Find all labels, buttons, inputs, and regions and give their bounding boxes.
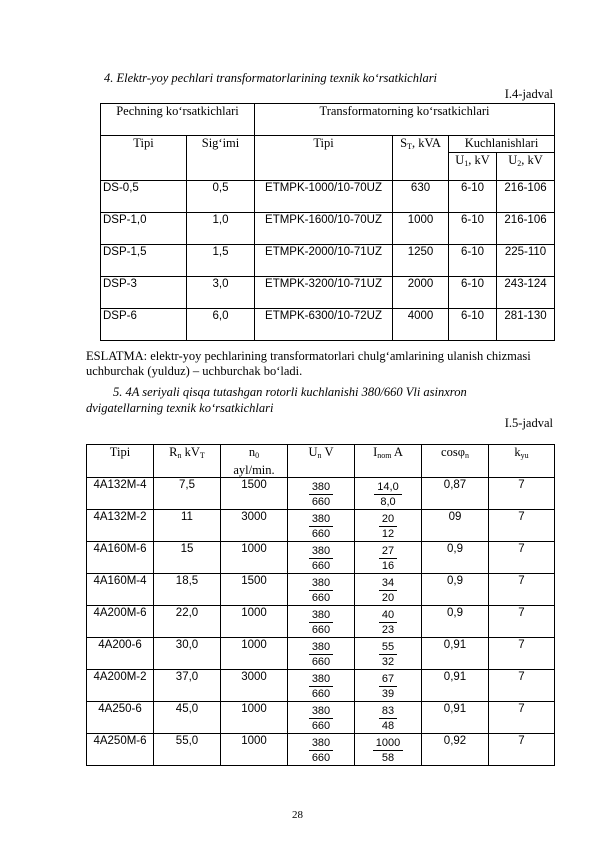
transformer-type: ETMPK-2000/10-71UZ (255, 245, 393, 277)
motor-current-numerator: 27 (379, 544, 397, 559)
motor-voltage-denominator: 660 (311, 624, 331, 636)
motor-current-denominator: 16 (381, 560, 395, 572)
motor-current-denominator: 8,0 (380, 496, 396, 508)
header-cosphi (422, 445, 489, 478)
motor-type: 4A132M-4 (87, 478, 154, 510)
n-symbol: n (248, 445, 256, 459)
motor-voltage-numerator: 380 (309, 544, 333, 559)
motor-cosphi: 0,9 (422, 542, 489, 574)
header-k (489, 445, 555, 478)
motor-speed: 1000 (221, 702, 288, 734)
transformer-power: 1000 (393, 213, 449, 245)
motor-current (355, 542, 422, 574)
motor-power: 45,0 (154, 702, 221, 734)
furnace-capacity: 1,5 (187, 245, 255, 277)
motor-k: 7 (489, 510, 555, 542)
r-unit-subscript: T (199, 451, 205, 460)
motor-current-fraction (379, 576, 397, 605)
u1-symbol: U (455, 153, 465, 167)
u-symbol: U (308, 445, 318, 459)
voltage-u2: 225-110 (497, 245, 555, 277)
k-subscript: yu (520, 451, 529, 460)
motor-current-numerator: 14,0 (374, 480, 401, 495)
u2-subscript: 2 (517, 159, 522, 168)
furnace-capacity: 0,5 (187, 181, 255, 213)
motor-k: 7 (489, 638, 555, 670)
motor-power: 30,0 (154, 638, 221, 670)
s-subscript: T (407, 142, 412, 151)
note: ESLATMA: elektr-yoy pechlarining transformatorlari chulg‘amlarining ulanish chizmasi uchburchak (yulduz) – uchburchak bo‘ladi. (86, 349, 531, 378)
motor-voltage-denominator: 660 (311, 496, 331, 508)
motor-voltage-numerator: 380 (309, 672, 333, 687)
i-subscript: nom (377, 451, 392, 460)
i-unit: A (391, 445, 403, 459)
table-row (87, 478, 555, 510)
table-row (87, 606, 555, 638)
motor-voltage-denominator: 660 (311, 688, 331, 700)
motor-current (355, 478, 422, 510)
motor-voltage-denominator: 660 (311, 560, 331, 572)
motor-voltage (288, 606, 355, 638)
motor-voltage (288, 542, 355, 574)
motor-voltage-numerator: 380 (309, 736, 333, 751)
motor-current (355, 574, 422, 606)
header-tipi: Tipi (87, 445, 154, 478)
furnace-capacity: 1,0 (187, 213, 255, 245)
motor-voltage (288, 702, 355, 734)
table1-title: 4. Elektr-yoy pechlari transformatorlarining texnik ko‘rsatkichlari (104, 71, 438, 85)
table2 (86, 444, 555, 766)
u1-subscript: 1 (464, 159, 469, 168)
voltage-u1: 6-10 (449, 277, 497, 309)
motor-current-numerator: 55 (379, 640, 397, 655)
table-row (101, 181, 555, 213)
motor-voltage-denominator: 660 (311, 592, 331, 604)
motor-current-numerator: 20 (379, 512, 397, 527)
motor-current-denominator: 23 (381, 624, 395, 636)
motor-voltage-fraction (309, 576, 333, 605)
table-row (101, 309, 555, 341)
s-symbol: S (400, 136, 408, 150)
motor-current-denominator: 39 (381, 688, 395, 700)
motor-cosphi: 0,91 (422, 670, 489, 702)
motor-speed: 1000 (221, 606, 288, 638)
motor-voltage-fraction (309, 512, 333, 541)
motor-current-fraction (374, 480, 401, 509)
transformer-power: 2000 (393, 277, 449, 309)
furnace-type: DS-0,5 (101, 181, 187, 213)
r-subscript: n (177, 451, 182, 460)
motor-k: 7 (489, 734, 555, 766)
motor-speed: 1500 (221, 574, 288, 606)
u1-unit: , kV (468, 153, 490, 167)
motor-cosphi: 0,91 (422, 702, 489, 734)
header-rated-power (154, 445, 221, 478)
table-row (87, 574, 555, 606)
i-symbol: I (373, 445, 378, 459)
motor-voltage-denominator: 660 (311, 528, 331, 540)
motor-power: 55,0 (154, 734, 221, 766)
motor-voltage (288, 670, 355, 702)
furnace-type: DSP-6 (101, 309, 187, 341)
voltage-u1: 6-10 (449, 213, 497, 245)
table2-title-line2: dvigatellarning texnik ko‘rsatkichlari (86, 401, 274, 415)
transformer-type: ETMPK-1600/10-70UZ (255, 213, 393, 245)
motor-type: 4A200M-6 (87, 606, 154, 638)
motor-k: 7 (489, 606, 555, 638)
transformer-type: ETMPK-6300/10-72UZ (255, 309, 393, 341)
u-subscript: n (317, 451, 322, 460)
u2-unit: , kV (521, 153, 543, 167)
motor-k: 7 (489, 670, 555, 702)
motor-voltage-fraction (309, 640, 333, 669)
motor-voltage-denominator: 660 (311, 720, 331, 732)
u-unit: V (321, 445, 334, 459)
motor-current-numerator: 83 (379, 704, 397, 719)
table-row (87, 702, 555, 734)
motor-power: 15 (154, 542, 221, 574)
motor-voltage-denominator: 660 (311, 752, 331, 764)
furnace-capacity: 6,0 (187, 309, 255, 341)
motor-voltage-numerator: 380 (309, 704, 333, 719)
motor-current-fraction (379, 544, 397, 573)
header-u2 (497, 153, 555, 181)
motor-current-denominator: 12 (381, 528, 395, 540)
voltage-u2: 243-124 (497, 277, 555, 309)
motor-current (355, 670, 422, 702)
furnace-capacity: 3,0 (187, 277, 255, 309)
motor-voltage-numerator: 380 (309, 512, 333, 527)
voltage-u2: 281-130 (497, 309, 555, 341)
page-number: 28 (292, 809, 303, 821)
table-row (101, 245, 555, 277)
transformer-type: ETMPK-1000/10-70UZ (255, 181, 393, 213)
motor-k: 7 (489, 542, 555, 574)
motor-voltage (288, 574, 355, 606)
motor-current-fraction (379, 512, 397, 541)
motor-current-fraction (379, 640, 397, 669)
motor-cosphi: 0,92 (422, 734, 489, 766)
motor-type: 4A200-6 (87, 638, 154, 670)
table-row (87, 670, 555, 702)
transformer-power: 4000 (393, 309, 449, 341)
motor-current-denominator: 48 (381, 720, 395, 732)
motor-voltage-fraction (309, 672, 333, 701)
header-tr-tipi: Tipi (255, 136, 393, 181)
motor-speed: 3000 (221, 510, 288, 542)
motor-type: 4A200M-2 (87, 670, 154, 702)
motor-cosphi: 0,87 (422, 478, 489, 510)
header-voltage (288, 445, 355, 478)
furnace-type: DSP-1,0 (101, 213, 187, 245)
motor-voltage-numerator: 380 (309, 608, 333, 623)
header-transformer: Transformatorning ko‘rsatkichlari (255, 104, 555, 136)
transformer-power: 1250 (393, 245, 449, 277)
motor-voltage (288, 510, 355, 542)
motor-speed: 1500 (221, 478, 288, 510)
motor-voltage-numerator: 380 (309, 576, 333, 591)
n-unit: ayl/min. (233, 463, 275, 477)
voltage-u1: 6-10 (449, 181, 497, 213)
table-row (87, 510, 555, 542)
motor-current (355, 702, 422, 734)
motor-type: 4A250-6 (87, 702, 154, 734)
motor-type: 4A160M-4 (87, 574, 154, 606)
motor-k: 7 (489, 574, 555, 606)
header-current (355, 445, 422, 478)
motor-power: 18,5 (154, 574, 221, 606)
cos-subscript: n (464, 451, 469, 460)
voltage-u2: 216-106 (497, 213, 555, 245)
motor-speed: 1000 (221, 542, 288, 574)
motor-current (355, 606, 422, 638)
motor-current-fraction (379, 672, 397, 701)
voltage-u1: 6-10 (449, 245, 497, 277)
motor-voltage (288, 638, 355, 670)
motor-current-denominator: 32 (381, 656, 395, 668)
motor-type: 4A160M-6 (87, 542, 154, 574)
motor-voltage-fraction (309, 704, 333, 733)
motor-current-denominator: 20 (381, 592, 395, 604)
table-row (87, 638, 555, 670)
motor-current (355, 638, 422, 670)
furnace-type: DSP-3 (101, 277, 187, 309)
table1-tag: I.4-jadval (504, 87, 553, 101)
motor-cosphi: 0,91 (422, 638, 489, 670)
voltage-u1: 6-10 (449, 309, 497, 341)
table-row (101, 213, 555, 245)
motor-k: 7 (489, 478, 555, 510)
k-symbol: k (514, 445, 521, 459)
motor-voltage-numerator: 380 (309, 480, 333, 495)
motor-voltage-numerator: 380 (309, 640, 333, 655)
header-voltages: Kuchlanishlari (449, 136, 555, 153)
header-pech-tipi: Tipi (101, 136, 187, 181)
motor-speed: 1000 (221, 638, 288, 670)
motor-current-denominator: 58 (381, 752, 395, 764)
motor-current (355, 734, 422, 766)
motor-current-numerator: 40 (379, 608, 397, 623)
motor-voltage-fraction (309, 544, 333, 573)
header-power (393, 136, 449, 181)
header-sigimi: Sig‘imi (187, 136, 255, 181)
motor-cosphi: 09 (422, 510, 489, 542)
header-pech: Pechning ko‘rsatkichlari (101, 104, 255, 136)
table-row (101, 277, 555, 309)
motor-voltage-fraction (309, 736, 333, 765)
header-speed (221, 445, 288, 478)
motor-voltage-fraction (309, 608, 333, 637)
motor-speed: 1000 (221, 734, 288, 766)
table-row (87, 734, 555, 766)
voltage-u2: 216-106 (497, 181, 555, 213)
header-u1 (449, 153, 497, 181)
motor-current-fraction (379, 704, 397, 733)
motor-type: 4A250M-6 (87, 734, 154, 766)
u2-symbol: U (508, 153, 518, 167)
motor-voltage (288, 734, 355, 766)
motor-current-numerator: 67 (379, 672, 397, 687)
table1 (100, 103, 555, 341)
table2-tag: I.5-jadval (504, 416, 553, 430)
cos-symbol: cosφ (441, 445, 465, 459)
motor-current-fraction (379, 608, 397, 637)
motor-power: 22,0 (154, 606, 221, 638)
motor-current-fraction (373, 736, 403, 765)
transformer-type: ETMPK-3200/10-71UZ (255, 277, 393, 309)
motor-current-numerator: 1000 (373, 736, 403, 751)
motor-voltage (288, 478, 355, 510)
motor-power: 11 (154, 510, 221, 542)
motor-current-numerator: 34 (379, 576, 397, 591)
table2-title-line1: 5. 4A seriyali qisqa tutashgan rotorli kuchlanishi 380/660 Vli asinxron (113, 385, 467, 399)
motor-voltage-fraction (309, 480, 333, 509)
r-symbol: R (169, 445, 178, 459)
motor-k: 7 (489, 702, 555, 734)
motor-voltage-denominator: 660 (311, 656, 331, 668)
furnace-type: DSP-1,5 (101, 245, 187, 277)
motor-cosphi: 0,9 (422, 574, 489, 606)
motor-power: 37,0 (154, 670, 221, 702)
motor-power: 7,5 (154, 478, 221, 510)
motor-current (355, 510, 422, 542)
s-unit: , kVA (411, 136, 441, 150)
motor-type: 4A132M-2 (87, 510, 154, 542)
table-row (87, 542, 555, 574)
r-unit: kV (181, 445, 200, 459)
motor-speed: 3000 (221, 670, 288, 702)
motor-cosphi: 0,9 (422, 606, 489, 638)
n-subscript: 0 (255, 451, 260, 460)
transformer-power: 630 (393, 181, 449, 213)
